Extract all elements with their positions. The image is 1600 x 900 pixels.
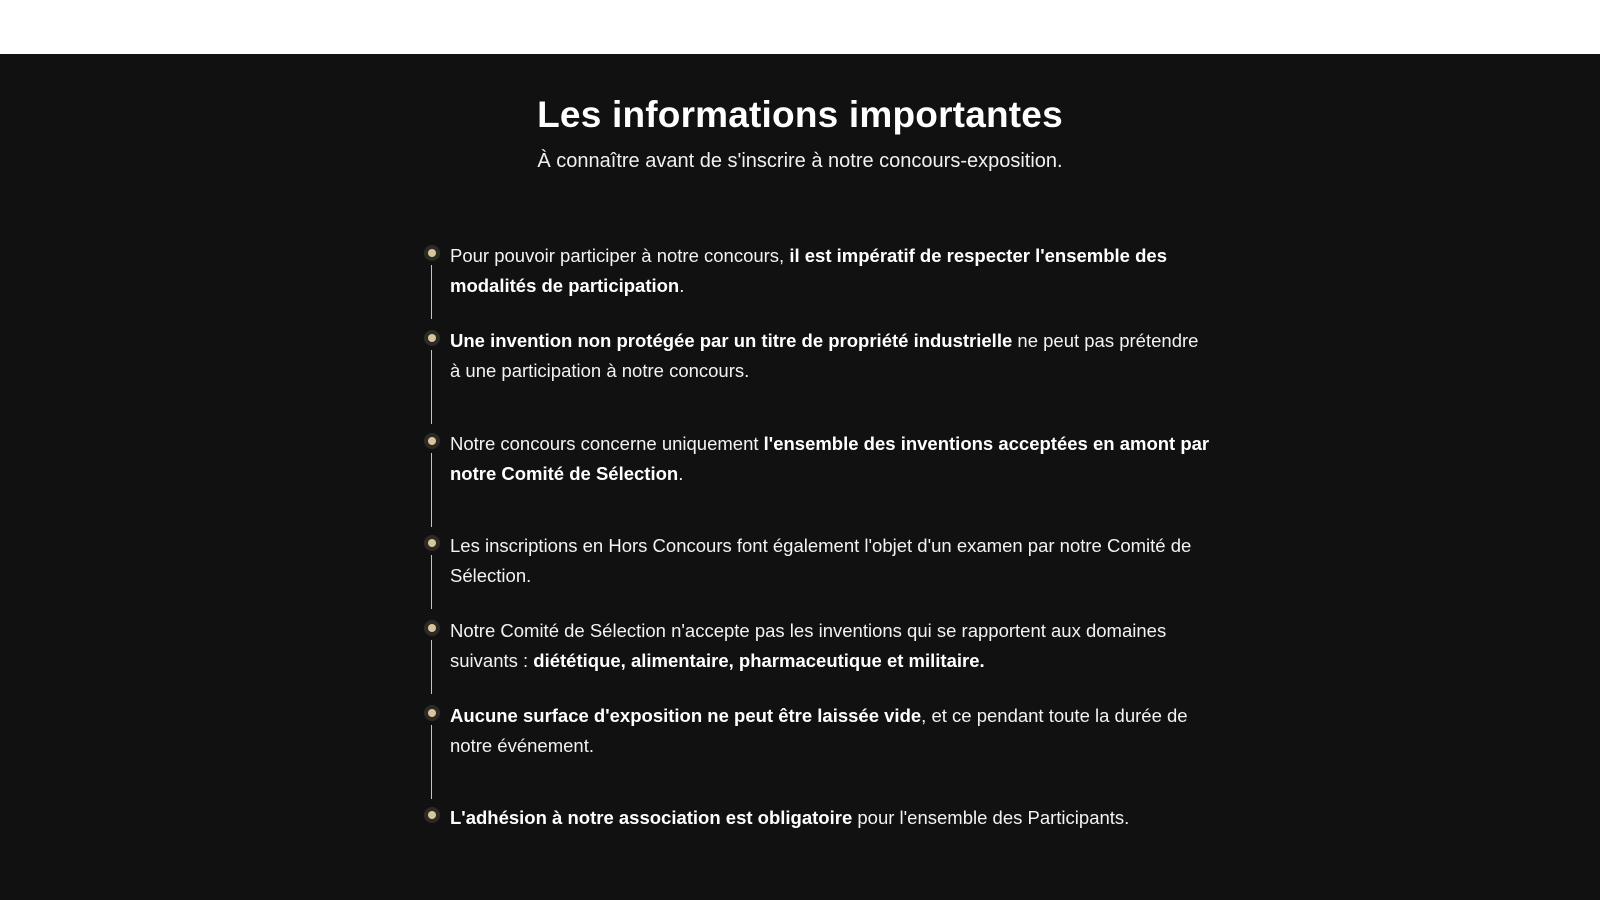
timeline-connector: [431, 640, 432, 694]
bullet-dot-icon: [424, 433, 440, 449]
timeline-item-text: Notre concours concerne uniquement l'ensemble des inventions acceptées en amont par notre Comité de Sélection.: [450, 433, 1210, 484]
timeline-item-text: Les inscriptions en Hors Concours font également l'objet d'un examen par notre Comité de Sélection.: [450, 535, 1192, 586]
bullet-dot-icon: [424, 807, 440, 823]
info-timeline: [0, 54, 1600, 900]
important-info-section: [0, 54, 1600, 900]
timeline-item-text: Pour pouvoir participer à notre concours, il est impératif de respecter l'ensemble des modalités de participation.: [450, 245, 1167, 296]
bullet-dot-icon: [424, 245, 440, 261]
timeline-item-text: L'adhésion à notre association est obligatoire pour l'ensemble des Participants.: [450, 807, 1130, 828]
timeline-connector: [431, 725, 432, 799]
bullet-dot-icon: [424, 705, 440, 721]
timeline-item-text: Aucune surface d'exposition ne peut être laissée vide, et ce pendant toute la durée de notre événement.: [450, 705, 1188, 756]
top-header-bar: [0, 0, 1600, 54]
timeline-connector: [431, 265, 432, 319]
timeline-item-text: Une invention non protégée par un titre de propriété industrielle ne peut pas prétendre à une participation à notre concours.: [450, 330, 1199, 381]
bullet-dot-icon: [424, 330, 440, 346]
timeline-item-text: Notre Comité de Sélection n'accepte pas les inventions qui se rapportent aux domaines suivants : diététique, alimentaire, pharmaceutique et militaire.: [450, 620, 1167, 671]
section-subtitle: À connaître avant de s'inscrire à notre concours-exposition.: [537, 150, 1063, 172]
bullet-dot-icon: [424, 620, 440, 636]
bullet-dot-icon: [424, 535, 440, 551]
timeline-connector: [431, 350, 432, 424]
timeline-connector: [431, 453, 432, 527]
section-title: Les informations importantes: [537, 94, 1063, 135]
timeline-connector: [431, 555, 432, 609]
